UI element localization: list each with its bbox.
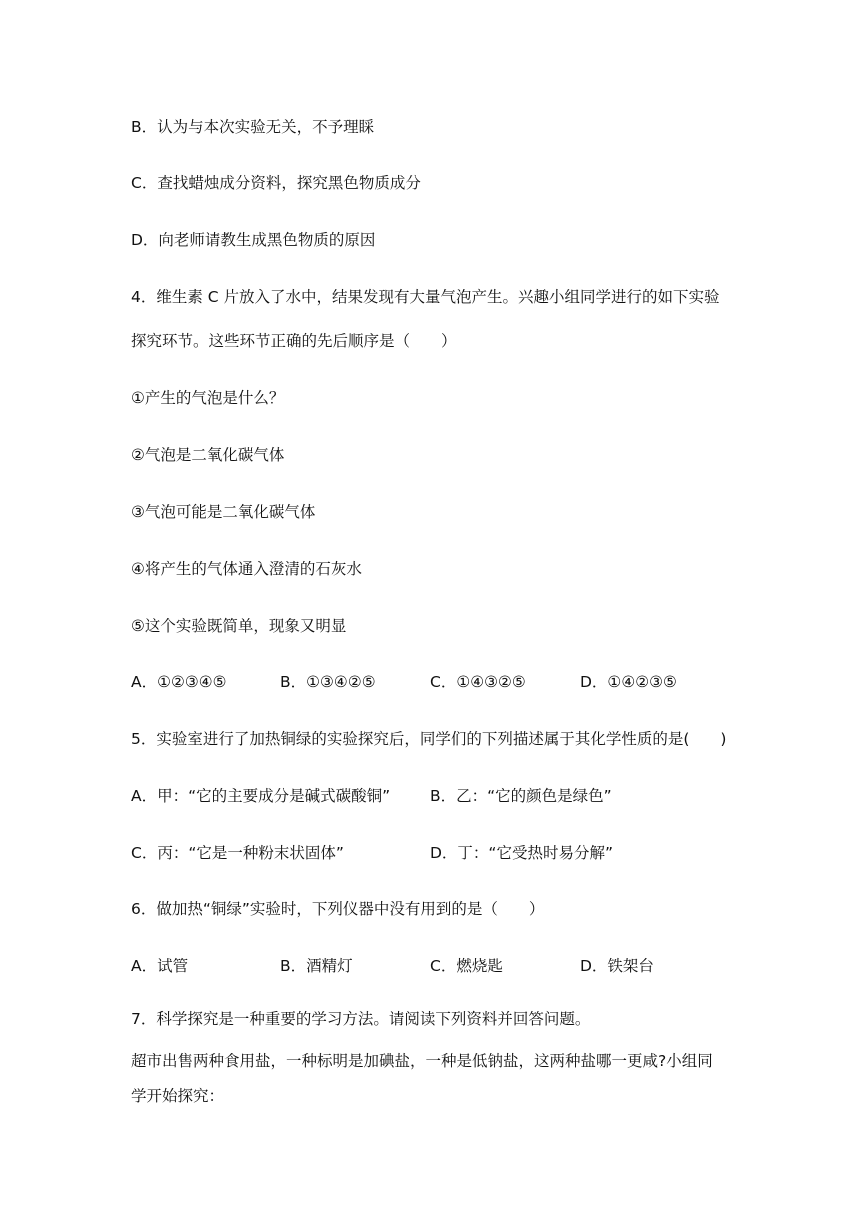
- q6-option-c: C．燃烧匙: [430, 957, 503, 975]
- q3-option-d: D．向老师请教生成黑色物质的原因: [131, 231, 376, 249]
- q4-option-b: B．①③④②⑤: [280, 673, 376, 691]
- q4-item-4: ④将产生的气体通入澄清的石灰水: [131, 560, 362, 578]
- q5-option-a: A．甲：“它的主要成分是碱式碳酸铜”: [131, 787, 391, 805]
- q4-option-d: D．①④②③⑤: [580, 673, 677, 691]
- q6-stem: 6．做加热“铜绿”实验时，下列仪器中没有用到的是（ ）: [131, 900, 545, 918]
- q4-item-5: ⑤这个实验既简单，现象又明显: [131, 617, 347, 635]
- q4-item-2: ②气泡是二氧化碳气体: [131, 446, 285, 464]
- q4-option-a: A．①②③④⑤: [131, 673, 227, 691]
- q5-option-b: B．乙：“它的颜色是绿色”: [430, 787, 612, 805]
- q4-item-3: ③气泡可能是二氧化碳气体: [131, 503, 316, 521]
- q3-option-b: B．认为与本次实验无关，不予理睬: [131, 118, 375, 136]
- q6-option-b: B．酒精灯: [280, 957, 353, 975]
- q4-option-c: C．①④③②⑤: [430, 673, 526, 691]
- q4-item-1: ①产生的气泡是什么？: [131, 389, 285, 407]
- q5-option-c: C．丙：“它是一种粉末状固体”: [131, 844, 344, 862]
- q6-option-a: A．试管: [131, 957, 189, 975]
- q7-paragraph-line1: 超市出售两种食用盐，一种标明是加碘盐，一种是低钠盐，这两种盐哪一更咸?小组同: [131, 1052, 713, 1070]
- q6-option-d: D．铁架台: [580, 957, 654, 975]
- q5-stem: 5．实验室进行了加热铜绿的实验探究后，同学们的下列描述属于其化学性质的是( ): [131, 730, 727, 748]
- q4-stem-line2: 探究环节。这些环节正确的先后顺序是（ ）: [131, 332, 457, 350]
- q7-paragraph-line2: 学开始探究：: [131, 1087, 225, 1105]
- q3-option-c: C．查找蜡烛成分资料，探究黑色物质成分: [131, 174, 421, 192]
- q5-option-d: D．丁：“它受热时易分解”: [430, 844, 613, 862]
- q4-stem-line1: 4．维生素 C 片放入了水中，结果发现有大量气泡产生。兴趣小组同学进行的如下实验: [131, 288, 720, 306]
- q7-stem: 7．科学探究是一种重要的学习方法。请阅读下列资料并回答问题。: [131, 1010, 591, 1028]
